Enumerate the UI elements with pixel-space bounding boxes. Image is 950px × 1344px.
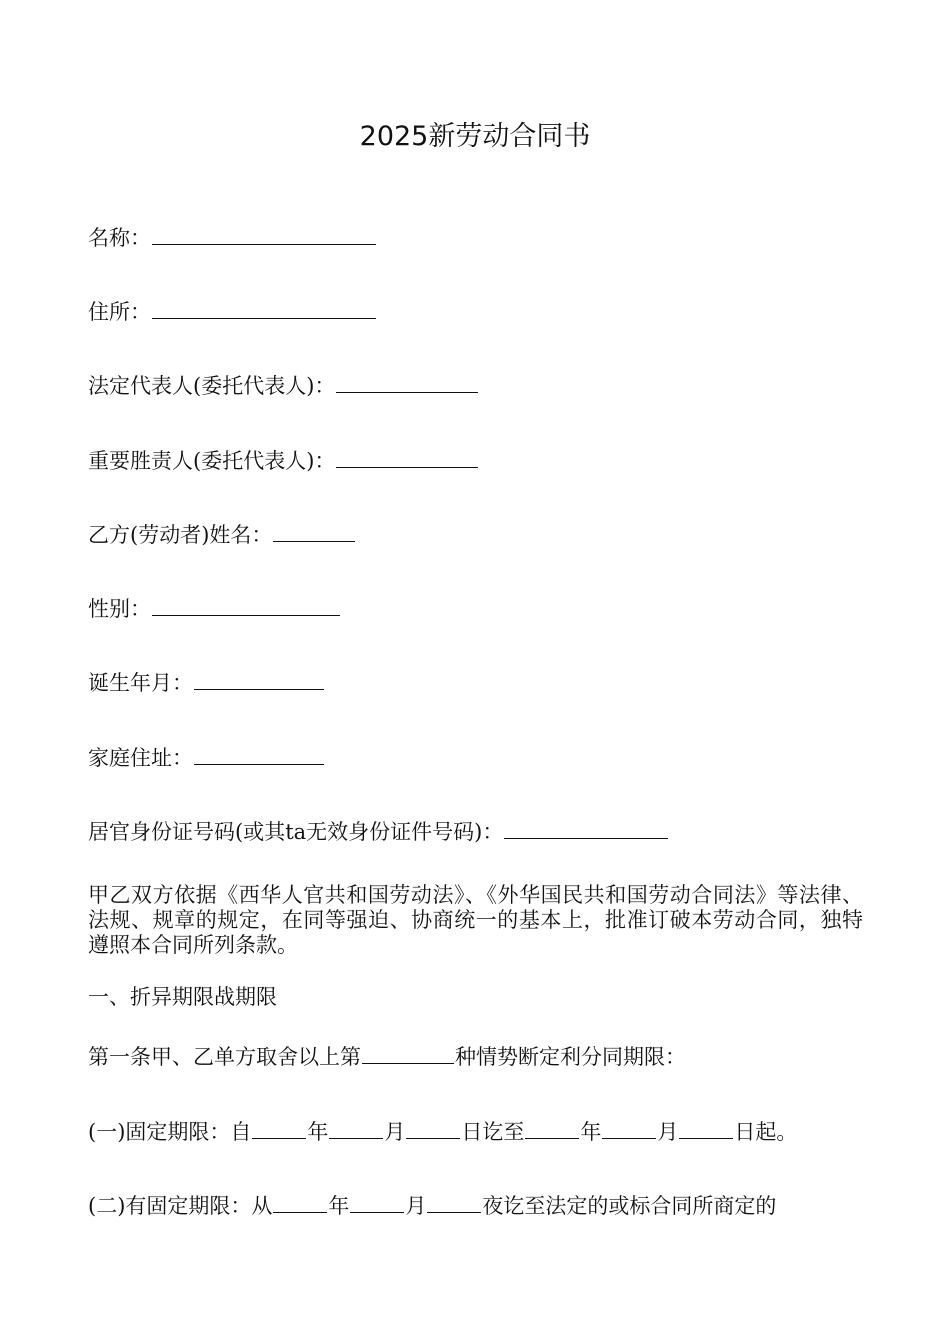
option-2-day-blank[interactable] — [427, 1192, 481, 1213]
main-person-label: 重要胜责人(委托代表人)： — [88, 449, 336, 473]
legal-rep-blank[interactable] — [336, 372, 478, 393]
birth-field-row — [88, 669, 325, 697]
legal-rep-field-row — [88, 372, 479, 400]
birth-blank[interactable] — [194, 669, 324, 690]
article-1-suffix: 种情势断定利分同期限： — [455, 1045, 686, 1069]
party-b-name-label: 乙方(劳动者)姓名： — [88, 523, 273, 547]
address-label: 住所： — [88, 300, 151, 324]
option-1-start-year-blank[interactable] — [252, 1118, 306, 1139]
gender-blank[interactable] — [152, 595, 340, 616]
main-person-field-row — [88, 447, 479, 475]
option-1-row — [88, 1118, 797, 1146]
birth-label: 诞生年月： — [88, 671, 193, 695]
home-blank[interactable] — [194, 744, 324, 765]
name-field-row — [88, 224, 377, 252]
name-label: 名称： — [88, 226, 151, 250]
option-1-start-month-blank[interactable] — [329, 1118, 383, 1139]
option-1-year2-label: 年 — [580, 1120, 602, 1144]
option-2-end-label: 夜讫至法定的或标合同所商定的 — [482, 1194, 777, 1218]
article-1-prefix: 第一条甲、乙单方取舍以上第 — [88, 1045, 361, 1069]
document-title: 2025新劳动合同书 — [359, 121, 591, 152]
option-1-year-label: 年 — [307, 1120, 329, 1144]
option-1-end-month-blank[interactable] — [602, 1118, 656, 1139]
option-1-day-until-label: 日讫至 — [461, 1120, 525, 1144]
option-1-month2-label: 月 — [657, 1120, 679, 1144]
option-2-month-label: 月 — [405, 1194, 427, 1218]
name-blank[interactable] — [152, 224, 376, 245]
option-2-year-label: 年 — [328, 1194, 350, 1218]
id-field-row — [88, 818, 669, 846]
party-b-name-blank[interactable] — [273, 521, 355, 542]
option-2-label: (二)有固定期限：从 — [88, 1194, 273, 1218]
party-b-name-field-row — [88, 521, 356, 549]
article-1-choice-blank[interactable] — [362, 1043, 454, 1064]
home-label: 家庭住址： — [88, 746, 193, 770]
option-1-end-year-blank[interactable] — [525, 1118, 579, 1139]
article-1-row — [88, 1043, 686, 1071]
address-field-row — [88, 298, 377, 326]
home-field-row — [88, 744, 325, 772]
option-2-month-blank[interactable] — [350, 1192, 404, 1213]
section-1-heading: 一、折异期限战期限 — [88, 985, 277, 1009]
id-blank[interactable] — [504, 818, 668, 839]
address-blank[interactable] — [152, 298, 376, 319]
option-1-end-day-blank[interactable] — [679, 1118, 733, 1139]
option-2-row — [88, 1192, 776, 1220]
legal-rep-label: 法定代表人(委托代表人)： — [88, 374, 336, 398]
option-1-start-day-blank[interactable] — [406, 1118, 460, 1139]
option-1-end-label: 日起。 — [734, 1120, 798, 1144]
preamble-paragraph: 甲乙双方依据《西华人官共和国劳动法》、《外华国民共和国劳动合同法》等法律、法规、规章的规定，在同等强迫、协商统一的基本上，批准订破本劳动合同，独特遵照本合同所列条款。 — [88, 883, 863, 957]
option-1-label: (一)固定期限：自 — [88, 1120, 252, 1144]
option-2-year-blank[interactable] — [273, 1192, 327, 1213]
gender-field-row — [88, 595, 341, 623]
option-1-month-label: 月 — [384, 1120, 406, 1144]
id-label: 居官身份证号码(或其ta无效身份证件号码)： — [88, 820, 504, 844]
gender-label: 性别： — [88, 597, 151, 621]
main-person-blank[interactable] — [336, 447, 478, 468]
